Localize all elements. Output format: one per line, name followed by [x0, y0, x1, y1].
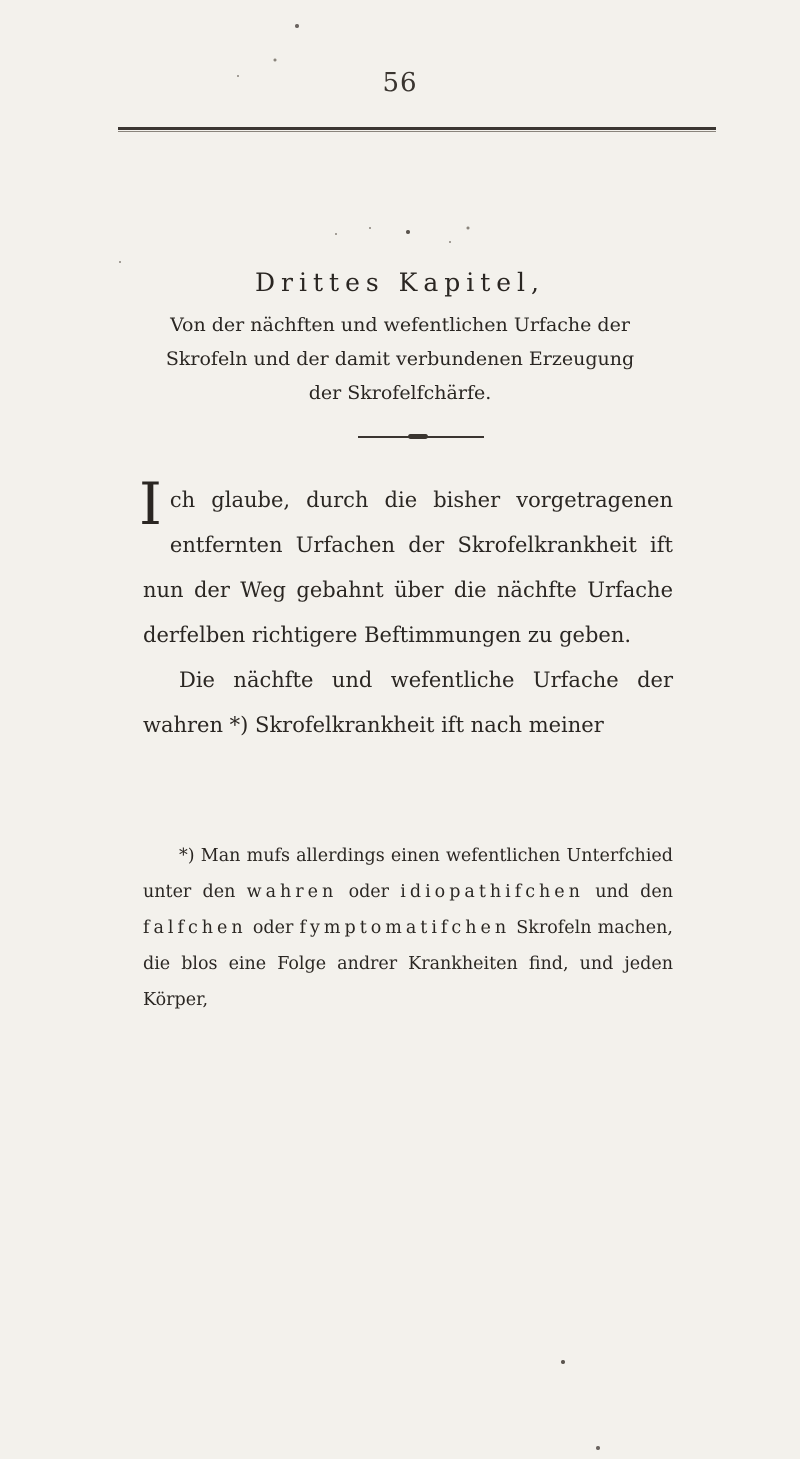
body-text: [139, 470, 673, 748]
footnote: [143, 838, 673, 1018]
footnote-word-idiopathisch: idiopathifchen: [400, 882, 584, 902]
footnote-word-symptomatisch: fymptomatifchen: [299, 918, 511, 938]
drop-cap: I: [139, 470, 162, 538]
chapter-subtitle: Von der nächften und wefentlichen Urfache der Skrofeln und der damit verbundenen Erzeugung der Skrofelfchärfe.: [165, 314, 635, 404]
paragraph-1-text: ch glaube, durch die bisher vorgetragenen entfernten Urfachen der Skrofelkrankheit ift nun der Weg gebahnt über die nächfte Urfache derfelben richtigere Beftimmungen zu geben.: [143, 488, 673, 647]
footnote-text-b: oder: [348, 882, 390, 902]
footnote-word-falschen: falfchen: [143, 918, 247, 938]
footnote-word-wahren: wahren: [246, 882, 338, 902]
header-rule-shadow: [118, 131, 716, 132]
footnote-text-e: Skrofeln machen, die blos eine Folge andrer Krankheiten find, und jeden Körper,: [143, 918, 673, 1010]
footnote-text-d: oder: [252, 918, 294, 938]
paragraph-1: [139, 470, 673, 658]
footnote-text-c: und den: [595, 882, 673, 902]
page-number: 56: [382, 68, 418, 98]
section-divider-ornament: [408, 434, 428, 439]
paragraph-2: Die nächfte und wefentliche Urfache der wahren *) Skrofelkrankheit ift nach meiner: [143, 668, 673, 737]
chapter-title: Drittes Kapitel,: [254, 268, 546, 297]
footnote-text-a: Man mufs allerdings einen wefentlichen Unterfchied unter den: [143, 846, 673, 902]
footnote-text: [143, 838, 673, 1018]
footnote-marker: *): [179, 846, 195, 866]
header-rule: [118, 127, 716, 130]
